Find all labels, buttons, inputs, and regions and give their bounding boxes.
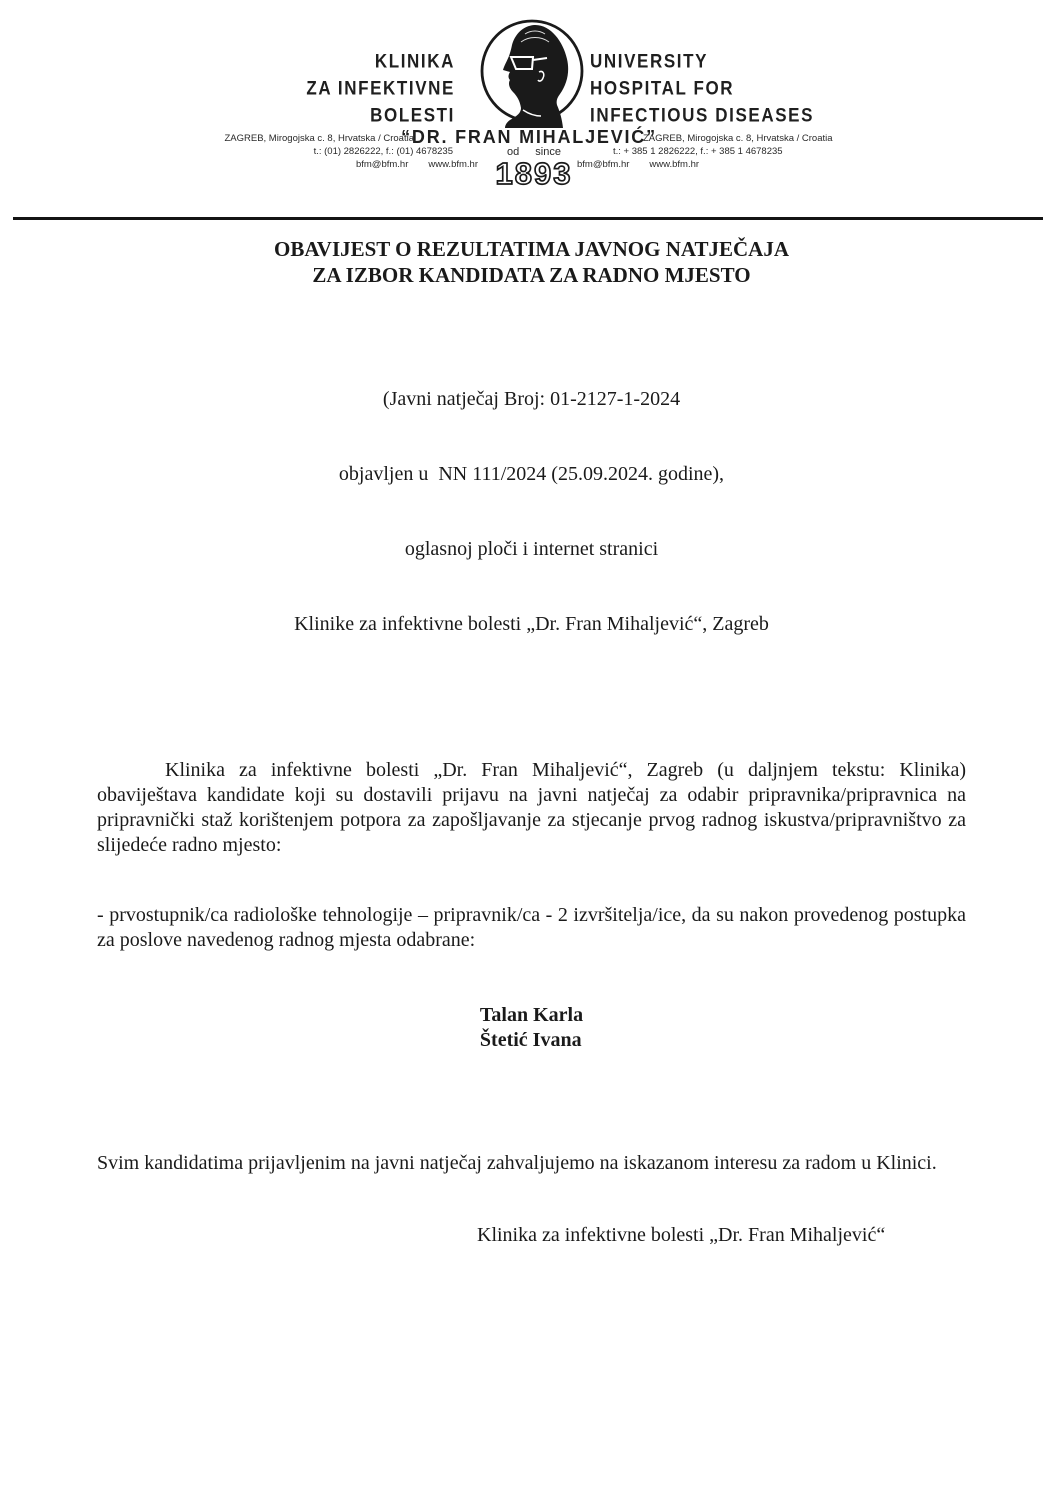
header-divider — [13, 217, 1043, 220]
founding-year-badge — [469, 146, 599, 191]
signature-line: Klinika za infektivne bolesti „Dr. Fran Mihaljević“ — [477, 1224, 886, 1246]
competition-reference-line: (Javni natječaj Broj: 01-2127-1-2024 — [382, 388, 681, 410]
email-address: bfm@bfm.hr — [577, 159, 630, 170]
org-name-english-line: HOSPITAL FOR — [590, 77, 735, 99]
document-body — [0, 236, 1058, 1248]
document-title-line2: ZA IZBOR KANDIDATA ZA RADNO MJESTO — [312, 263, 751, 287]
selected-candidates — [97, 1003, 966, 1053]
org-name-croatian-line: ZA INFEKTIVNE — [306, 77, 455, 99]
since-label-english: since — [535, 146, 561, 158]
org-name-english-line: UNIVERSITY — [590, 50, 709, 72]
competition-reference-line: oglasnoj ploči i internet stranici — [404, 538, 659, 560]
competition-reference — [97, 337, 966, 687]
founding-year: 1893 — [495, 156, 573, 191]
thanks-paragraph: Svim kandidatima prijavljenim na javni natječaj zahvaljujemo na iskazanom interesu za radom u Klinici. — [97, 1152, 937, 1174]
website-address: www.bfm.hr — [428, 159, 478, 170]
email-address: bfm@bfm.hr — [355, 159, 409, 170]
position-paragraph: - prvostupnik/ca radiološke tehnologije – pripravnik/ca - 2 izvršitelja/ice, da su nakon provedenog postupka za poslove navedenog radnog mjesta odabrane: — [97, 904, 966, 951]
address-contacts — [224, 158, 478, 171]
org-name-croatian — [306, 46, 455, 127]
portrait-medallion-icon — [477, 14, 587, 138]
org-name-croatian-line: KLINIKA — [374, 50, 455, 72]
address-location: ZAGREB, Mirogojska c. 8, Hrvatska / Croatia — [643, 133, 833, 144]
founding-year-icon — [479, 155, 589, 191]
address-block-croatian — [224, 132, 478, 171]
org-name-croatian-line: BOLESTI — [370, 104, 455, 126]
org-name-english-line: INFECTIOUS DISEASES — [590, 104, 815, 126]
document-title — [97, 236, 966, 288]
intro-paragraph: Klinika za infektivne bolesti „Dr. Fran Mihaljević“, Zagreb (u daljnjem tekstu: Klinika) obaviještava kandidate koji su dostavili prijavu na javni natječaj za odabir pripravnika/pripravnica na pripravnički staž korištenjem potpora za zapošljavanje za stjecanje prvog radnog iskustva/pripravništvo za slijedeće radno mjesto: — [97, 759, 966, 856]
letterhead — [0, 0, 1058, 217]
address-phone-fax: t.: + 385 1 2826222, f.: + 385 1 4678235 — [613, 146, 783, 157]
competition-reference-line: Klinike za infektivne bolesti „Dr. Fran Mihaljević“, Zagreb — [294, 613, 769, 635]
address-phone-fax: t.: (01) 2826222, f.: (01) 4678235 — [313, 146, 453, 157]
website-address: www.bfm.hr — [649, 159, 700, 170]
hospital-name: “DR. FRAN MIHALJEVIĆ” — [401, 127, 657, 147]
org-name-english — [590, 46, 814, 127]
address-block-english — [577, 132, 833, 171]
competition-reference-line: objavljen u NN 111/2024 (25.09.2024. godine), — [338, 463, 725, 485]
candidate-name: Talan Karla — [479, 1004, 584, 1026]
address-location: ZAGREB, Mirogojska c. 8, Hrvatska / Croatia — [224, 133, 414, 144]
candidate-name: Štetić Ivana — [479, 1029, 582, 1051]
document-title-line1: OBAVIJEST O REZULTATIMA JAVNOG NATJEČAJA — [273, 237, 789, 261]
since-label-croatian: od — [507, 146, 520, 158]
address-contacts — [577, 158, 833, 171]
